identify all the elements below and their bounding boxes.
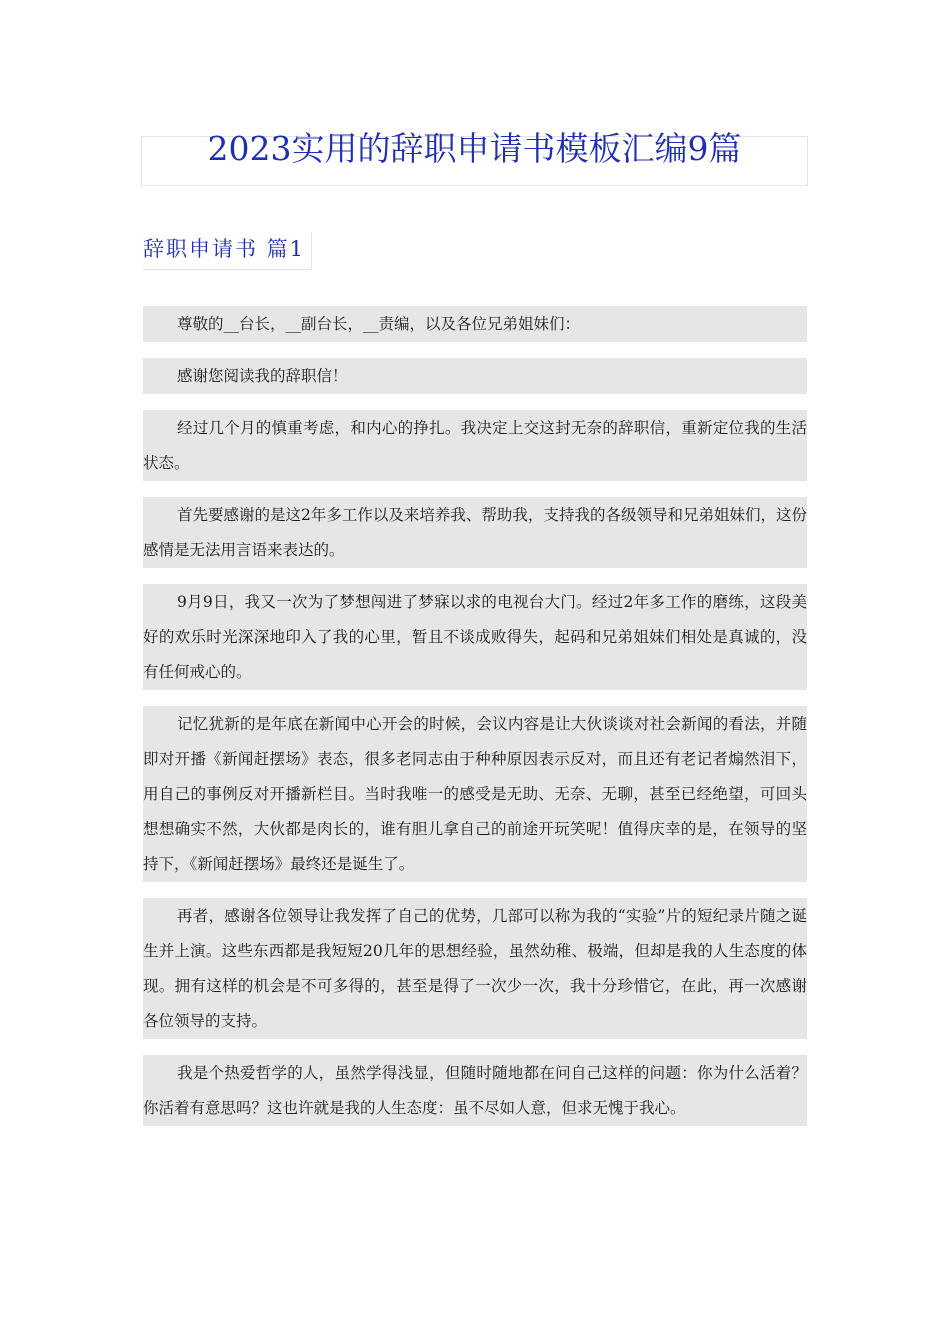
paragraph-memory-start: 9月9日，我又一次为了梦想闯进了梦寐以求的电视台大门。经过2年多工作的磨练，这段美好的欢乐时光深深地印入了我的心里，暂且不谈成败得失，起码和兄弟姐妹们相处是真诚的，没有任何戒心的。 <box>143 584 807 690</box>
paragraph-gratitude: 首先要感谢的是这2年多工作以及来培养我、帮助我，支持我的各级领导和兄弟姐妹们，这份感情是无法用言语来表达的。 <box>143 497 807 568</box>
section-heading: 辞职申请书 篇1 <box>143 232 312 270</box>
document-title: 2023实用的辞职申请书模板汇编9篇 <box>207 129 742 168</box>
paragraph-thanks: 感谢您阅读我的辞职信！ <box>143 358 807 394</box>
paragraph-philosophy: 我是个热爱哲学的人，虽然学得浅显，但随时随地都在问自己这样的问题：你为什么活着？你活着有意思吗？这也许就是我的人生态度：虽不尽如人意，但求无愧于我心。 <box>143 1055 807 1126</box>
paragraph-meeting: 记忆犹新的是年底在新闻中心开会的时候，会议内容是让大伙谈谈对社会新闻的看法，并随即对开播《新闻赶摆场》表态，很多老同志由于种种原因表示反对，而且还有老记者煽然泪下，用自己的事例反对开播新栏目。当时我唯一的感受是无助、无奈、无聊，甚至已经绝望，可回头想想确实不然，大伙都是肉长的，谁有胆儿拿自己的前途开玩笑呢！值得庆幸的是，在领导的坚持下，《新闻赶摆场》最终还是诞生了。 <box>143 706 807 882</box>
paragraph-salutation: 尊敬的__台长，__副台长，__责编，以及各位兄弟姐妹们： <box>143 306 807 342</box>
paragraph-decision: 经过几个月的慎重考虑，和内心的挣扎。我决定上交这封无奈的辞职信，重新定位我的生活状态。 <box>143 410 807 481</box>
paragraph-opportunity: 再者，感谢各位领导让我发挥了自己的优势，几部可以称为我的“实验”片的短纪录片随之诞生并上演。这些东西都是我短短20几年的思想经验，虽然幼稚、极端，但却是我的人生态度的体现。拥有这样的机会是不可多得的，甚至是得了一次少一次，我十分珍惜它，在此，再一次感谢各位领导的支持。 <box>143 898 807 1039</box>
document-body <box>143 306 807 1142</box>
